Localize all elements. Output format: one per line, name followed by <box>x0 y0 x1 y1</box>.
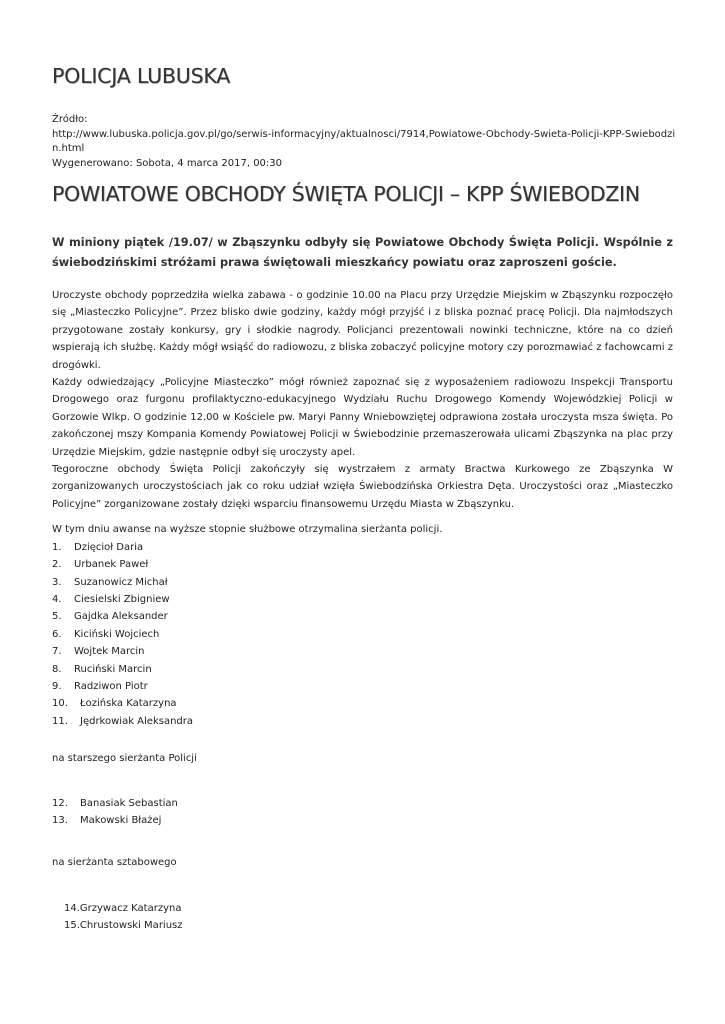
source-url-line-2: n.html <box>52 143 85 154</box>
list-item: 15.Chrustowski Mariusz <box>64 920 183 932</box>
senior-sergeant-heading: na starszego sierżanta Policji <box>52 753 197 765</box>
list-item: 7. Wojtek Marcin <box>52 646 145 658</box>
list-item: 12. Banasiak Sebastian <box>52 797 178 809</box>
list-item: 5. Gajdka Aleksander <box>52 611 168 623</box>
senior-sergeant-list <box>52 795 673 830</box>
list-item: 9. Radziwon Piotr <box>52 680 148 692</box>
list-item: 13. Makowski Błażej <box>52 814 162 826</box>
source-url-line-1: http://www.lubuska.policja.gov.pl/go/serwis-informacyjny/aktualnosci/7914,Powiatowe-Obchody-Swieta-Policji-KPP-Swiebodzi <box>52 128 676 140</box>
article-lead: W miniony piątek /19.07/ w Zbąszynku odbyły się Powiatowe Obchody Święta Policji. Wspólnie z świebodzińskimi stróżami prawa świętowali mieszkańcy powiatu oraz zaproszeni goście. <box>52 236 673 269</box>
article-title: POWIATOWE OBCHODY ŚWIĘTA POLICJI – KPP ŚWIEBODZIN <box>52 182 640 206</box>
source-meta <box>52 113 676 171</box>
list-item: 2. Urbanek Paweł <box>52 559 149 571</box>
staff-sergeant-list <box>52 900 673 935</box>
list-item: 4. Ciesielski Zbigniew <box>52 593 170 605</box>
list-item: 14.Grzywacz Katarzyna <box>64 902 182 914</box>
paragraph-2: Każdy odwiedzający „Policyjne Miasteczko” mógł również zapoznać się z wyposażeniem radiowozu Inspekcji Transportu Drogowego oraz furgonu profilaktyczno-edukacyjnego Wydziału Ruchu Drogowego Komendy Wojewódzkiej Policji w Gorzowie Wlkp. O godzinie 12.00 w Kościele pw. Maryi Panny Wniebowziętej odprawiona została uroczysta msza święta. Po zakończonej mszy Kompania Komendy Powiatowej Policji w Świebodzinie przemaszerowała ulicami Zbąszynka na plac przy Urzędzie Miejskim, gdzie następnie odbył się uroczysty apel. <box>52 377 673 458</box>
list-item: 11. Jędrkowiak Aleksandra <box>52 715 193 727</box>
list-item: 10. Łozińska Katarzyna <box>52 698 177 710</box>
list-item: 1. Dzięcioł Daria <box>52 541 144 553</box>
site-title: POLICJA LUBUSKA <box>52 64 231 88</box>
paragraph-3: Tegoroczne obchody Święta Policji zakończyły się wystrzałem z armaty Bractwa Kurkowego ze Zbąszynka W zorganizowanych uroczystościach jak co roku udział wzięła Świebodzińska Orkiestra Dęta. Uroczystości oraz „Miasteczko Policyjne” zorganizowane zostały dzięki wsparciu finansowemu Urzędu Miasta w Zbąszynku. <box>52 464 673 510</box>
list-item: 3. Suzanowicz Michał <box>52 576 168 588</box>
generated-date: Wygenerowano: Sobota, 4 marca 2017, 00:30 <box>52 157 283 169</box>
source-label: Źródło: <box>52 114 88 125</box>
list-item: 6. Kiciński Wojciech <box>52 628 160 640</box>
article-body <box>52 287 673 935</box>
list-item: 8. Ruciński Marcin <box>52 663 152 675</box>
promotions-intro: W tym dniu awanse na wyższe stopnie służbowe otrzymalina sierżanta policji. <box>52 524 443 536</box>
staff-sergeant-heading: na sierżanta sztabowego <box>52 857 177 869</box>
sergeant-list <box>52 539 673 730</box>
paragraph-1: Uroczyste obchody poprzedziła wielka zabawa - o godzinie 10.00 na Placu przy Urzędzie Miejskim w Zbąszynku rozpoczęło się „Miasteczko Policyjne”. Przez blisko dwie godziny, każdy mógł przyjść i z bliska poznać pracę Policji. Dla najmłodszych przygotowane zostały konkursy, gry i słodkie nagrody. Policjanci prezentowali nowinki techniczne, które na co dzień wspierają ich służbę. Każdy mógł wsiąść do radiowozu, z bliska zobaczyć policyjne motory czy porozmawiać z fachowcami z drogówki. <box>52 290 673 371</box>
